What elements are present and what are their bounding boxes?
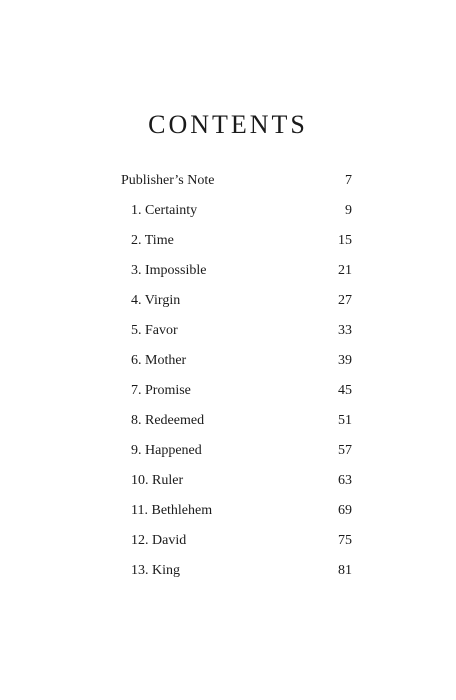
toc-entry-label: 11. Bethlehem bbox=[131, 503, 213, 518]
toc-entry-chapter-13[interactable] bbox=[0, 556, 456, 586]
toc-entry-label: 6. Mother bbox=[131, 353, 187, 368]
toc-entry-label: 5. Favor bbox=[131, 323, 178, 338]
toc-entry-page-number: 7 bbox=[345, 173, 352, 188]
toc-entry-chapter-1[interactable] bbox=[0, 196, 456, 226]
toc-entry-page-number: 21 bbox=[338, 263, 352, 278]
toc-entry-publishers-note[interactable] bbox=[0, 166, 456, 196]
toc-entry-page-number: 15 bbox=[338, 233, 352, 248]
toc-entry-page-number: 39 bbox=[338, 353, 352, 368]
toc-entry-chapter-6[interactable] bbox=[0, 346, 456, 376]
toc-entry-label: 3. Impossible bbox=[131, 263, 207, 278]
toc-entry-label: 9. Happened bbox=[131, 443, 202, 458]
toc-entry-label: 7. Promise bbox=[131, 383, 191, 398]
toc-entry-chapter-3[interactable] bbox=[0, 256, 456, 286]
toc-entry-chapter-10[interactable] bbox=[0, 466, 456, 496]
toc-entry-page-number: 63 bbox=[338, 473, 352, 488]
toc-entry-page-number: 51 bbox=[338, 413, 352, 428]
toc-entry-chapter-8[interactable] bbox=[0, 406, 456, 436]
toc-entry-label: 4. Virgin bbox=[131, 293, 181, 308]
toc-entry-chapter-12[interactable] bbox=[0, 526, 456, 556]
toc-entry-label: 13. King bbox=[131, 563, 180, 578]
toc-entry-page-number: 33 bbox=[338, 323, 352, 338]
table-of-contents bbox=[0, 166, 456, 586]
toc-entry-page-number: 81 bbox=[338, 563, 352, 578]
toc-entry-chapter-7[interactable] bbox=[0, 376, 456, 406]
page-title: CONTENTS bbox=[148, 110, 308, 139]
toc-entry-label: Publisher’s Note bbox=[121, 173, 215, 188]
toc-entry-chapter-4[interactable] bbox=[0, 286, 456, 316]
toc-entry-label: 1. Certainty bbox=[131, 203, 198, 218]
toc-entry-chapter-2[interactable] bbox=[0, 226, 456, 256]
toc-entry-page-number: 27 bbox=[338, 293, 352, 308]
toc-entry-label: 12. David bbox=[131, 533, 187, 548]
toc-entry-chapter-11[interactable] bbox=[0, 496, 456, 526]
toc-entry-label: 2. Time bbox=[131, 233, 174, 248]
toc-entry-page-number: 9 bbox=[345, 203, 352, 218]
toc-entry-page-number: 69 bbox=[338, 503, 352, 518]
toc-entry-page-number: 57 bbox=[338, 443, 352, 458]
toc-entry-label: 10. Ruler bbox=[131, 473, 184, 488]
toc-entry-page-number: 75 bbox=[338, 533, 352, 548]
toc-entry-page-number: 45 bbox=[338, 383, 352, 398]
toc-entry-chapter-9[interactable] bbox=[0, 436, 456, 466]
toc-entry-chapter-5[interactable] bbox=[0, 316, 456, 346]
toc-entry-label: 8. Redeemed bbox=[131, 413, 205, 428]
